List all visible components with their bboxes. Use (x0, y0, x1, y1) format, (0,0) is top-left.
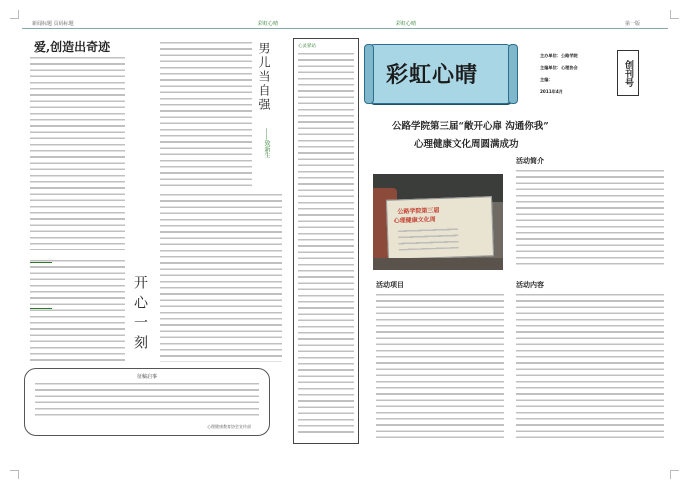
info-line: 主编： (540, 77, 553, 82)
header-right: 第一版 (625, 21, 641, 27)
header-left: 新闻标题 页码标题 (32, 21, 74, 27)
section-activity-content: 活动内容 (516, 281, 544, 289)
info-line: 2011年4月 (540, 89, 563, 94)
header-rule (22, 28, 668, 29)
crop-mark (10, 470, 19, 479)
header-mid-2: 彩虹心晴 (396, 21, 417, 27)
event-photo (373, 174, 503, 270)
photo-banner (386, 196, 494, 260)
activity-items-text (376, 292, 504, 442)
col3-box (293, 38, 359, 444)
masthead-title: 彩虹心晴 (386, 62, 479, 88)
header-mid-1: 彩虹心晴 (258, 21, 279, 27)
col2-vertical-sub: ——致新生 (263, 128, 270, 158)
notice-text (35, 381, 259, 417)
info-line: 主编单位：心理协会 (540, 65, 578, 70)
col3-text (298, 51, 354, 437)
masthead (364, 38, 519, 110)
col1-joke-text (30, 258, 125, 363)
col1-subhead-mark (30, 308, 52, 309)
photo-banner-signatures (398, 226, 459, 250)
col1-vertical-title: 开心一刻 (132, 275, 148, 355)
photo-banner-line1: 公路学院第三届 (397, 207, 440, 216)
section-activity-intro: 活动简介 (516, 157, 544, 165)
notice-title: 征稿启事 (136, 374, 157, 380)
col2-text-bottom (160, 192, 282, 362)
notice-box (24, 368, 270, 436)
crop-mark (670, 10, 679, 19)
col3-box-title: 心灵驿站 (298, 44, 316, 49)
scroll-roll-left (364, 44, 374, 104)
activity-intro-text (516, 168, 664, 268)
col1-article (30, 55, 125, 250)
photo-ground (373, 258, 503, 270)
info-line: 主办单位：公路学院 (540, 53, 578, 58)
news-headline-1: 公路学院第三届“敞开心扉 沟通你我” (392, 121, 549, 132)
col1-headline: 爱,创造出奇迹 (34, 40, 111, 54)
notice-footer: 心理健康教育协会宣传部 (207, 424, 251, 429)
photo-banner-line2: 心理健康文化周 (393, 216, 436, 225)
crop-mark (670, 470, 679, 479)
activity-content-text (516, 292, 664, 442)
masthead-info (540, 50, 610, 98)
col1-subhead-mark (30, 262, 52, 263)
crop-mark (10, 10, 19, 19)
news-headline-2: 心理健康文化周圆满成功 (414, 139, 519, 150)
section-activity-items: 活动项目 (376, 281, 404, 289)
col2-vertical-title: 男儿当自强 (257, 42, 271, 112)
col2-text-top (160, 40, 252, 190)
scroll-roll-right (508, 44, 518, 104)
edition-stamp: 创刊号 (617, 50, 639, 96)
